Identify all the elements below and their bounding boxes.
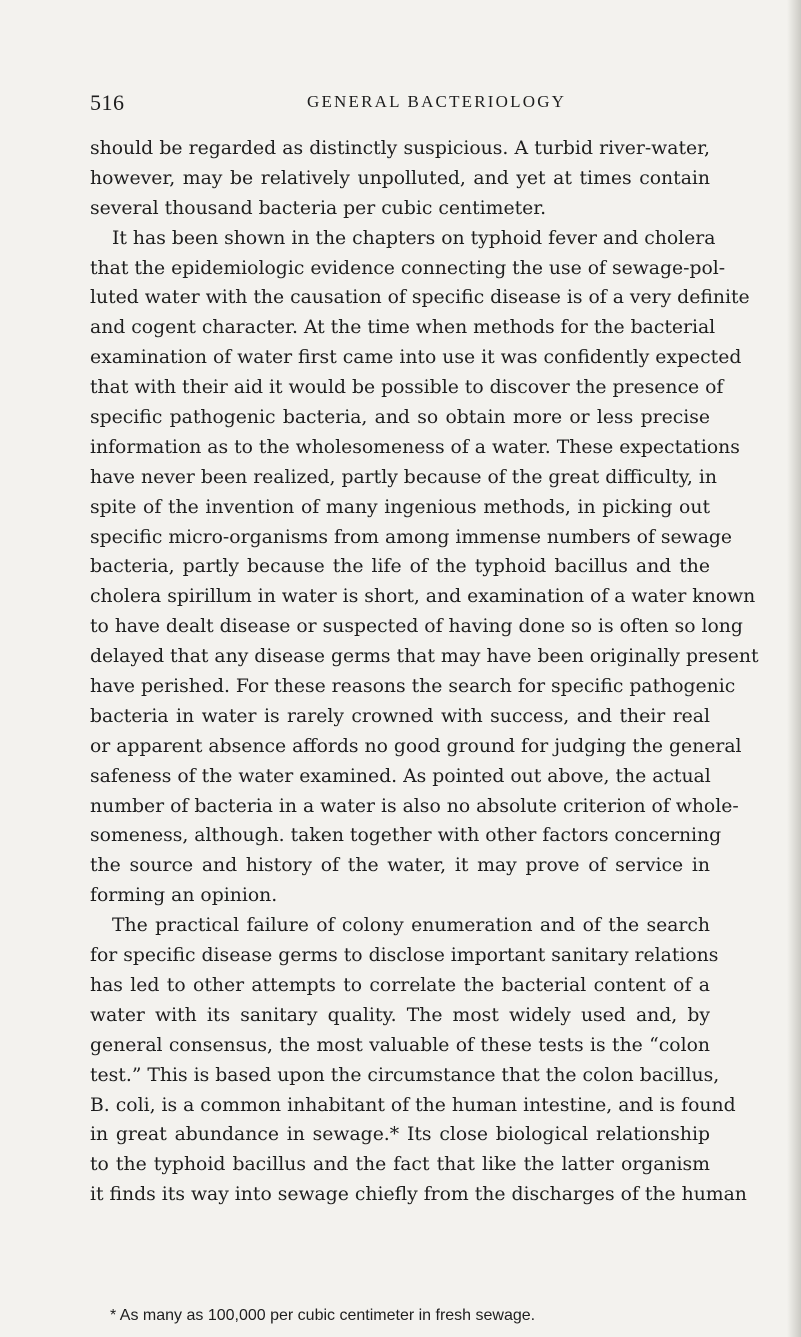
text-line: specific micro-organisms from among immense numbers of sewage [90,526,733,548]
text-line: for specific disease germs to disclose important sanitary relations [90,945,719,967]
footnote: * As many as 100,000 per cubic centimeter in fresh sewage. [110,1307,536,1324]
text-line: general consensus, the most valuable of these tests is the “colon [90,1034,710,1056]
text-line: examination of water first came into use it was confidently expected [90,347,742,369]
body-text [90,134,759,1210]
text-line: has led to other attempts to correlate the bacterial content of a [90,974,710,996]
text-line: have perished. For these reasons the search for specific pathogenic [90,676,736,698]
running-head: GENERAL BACTERIOLOGY [307,92,567,111]
text-line: forming an opinion. [90,885,278,907]
text-line: B. coli, is a common inhabitant of the human intestine, and is found [90,1094,736,1116]
text-line: information as to the wholesomeness of a water. These expectations [90,436,740,458]
text-line: bacteria, partly because the life of the typhoid bacillus and the [90,556,710,578]
text-line: or apparent absence affords no good ground for judging the general [90,735,742,757]
page-header [90,90,710,114]
page-number: 516 [90,90,125,115]
text-line: have never been realized, partly because of the great difficulty, in [90,466,717,488]
text-line: test.” This is based upon the circumstance that the colon bacillus, [90,1064,720,1086]
text-line: and cogent character. At the time when methods for the bacterial [90,317,716,339]
text-line: luted water with the causation of specific disease is of a very definite [90,287,750,309]
text-line: cholera spirillum in water is short, and examination of a water known [90,586,756,608]
page-edge-shadow [787,0,801,1337]
text-line: should be regarded as distinctly suspicious. A turbid river-water, [90,138,710,159]
text-line: delayed that any disease germs that may have been originally present [90,646,759,668]
text-line: in great abundance in sewage.* Its close biological relationship [90,1124,710,1146]
text-line: specific pathogenic bacteria, and so obtain more or less precise [90,407,710,429]
text-line: safeness of the water examined. As pointed out above, the actual [90,765,711,787]
text-line: that with their aid it would be possible to discover the presence of [90,377,724,399]
text-line: number of bacteria in a water is also no absolute criterion of whole- [90,795,739,817]
text-line: that the epidemiologic evidence connecting the use of sewage-pol- [90,257,726,279]
text-line: bacteria in water is rarely crowned with success, and their real [90,705,710,727]
text-line: the source and history of the water, it may prove of service in [90,855,710,877]
text-line: to have dealt disease or suspected of having done so is often so long [90,616,743,638]
text-line: however, may be relatively unpolluted, and yet at times contain [90,167,710,189]
text-line: someness, although. taken together with other factors concerning [90,825,722,847]
text-line: several thousand bacteria per cubic centimeter. [90,197,547,219]
text-line: The practical failure of colony enumeration and of the search [112,915,710,937]
text-line: It has been shown in the chapters on typhoid fever and cholera [112,227,716,249]
text-line: to the typhoid bacillus and the fact that like the latter organism [90,1154,710,1176]
text-line: spite of the invention of many ingenious methods, in picking out [90,496,710,518]
text-line: water with its sanitary quality. The most widely used and, by [90,1004,710,1026]
text-line: it finds its way into sewage chiefly from the discharges of the human [90,1184,747,1206]
